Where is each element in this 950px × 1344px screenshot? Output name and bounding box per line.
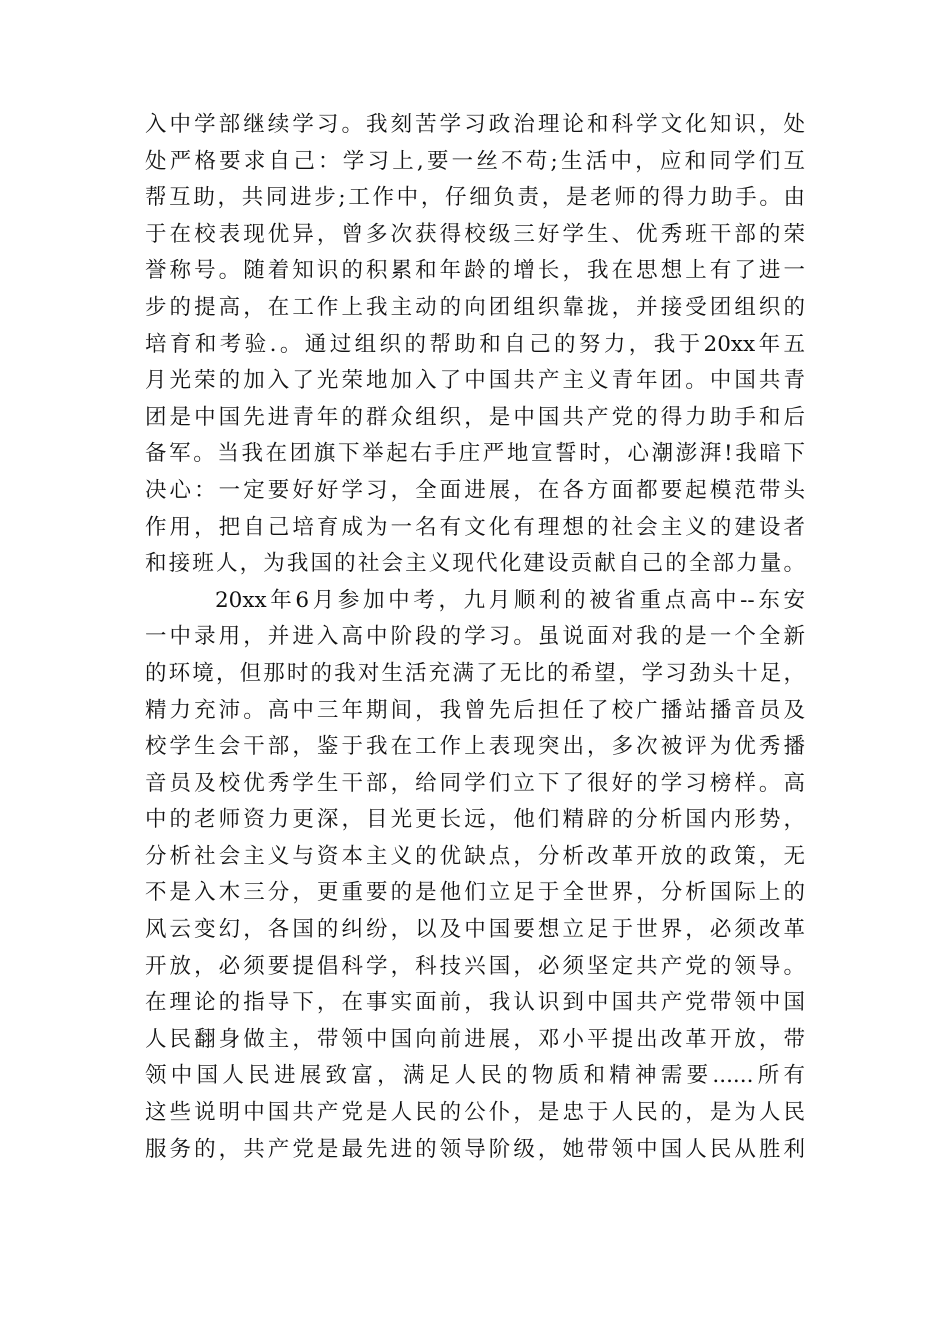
text-line: 开放，必须要提倡科学，科技兴国，必须坚定共产党的领导。	[145, 953, 805, 979]
text-line: 音员及校优秀学生干部，给同学们立下了很好的学习榜样。高	[145, 770, 805, 796]
text-line: 不是入木三分，更重要的是他们立足于全世界，分析国际上的	[145, 880, 805, 906]
text-line: 于在校表现优异，曾多次获得校级三好学生、优秀班干部的荣	[145, 221, 805, 247]
text-line: 决心：一定要好好学习，全面进展，在各方面都要起模范带头	[145, 477, 805, 503]
text-line: 服务的，共产党是最先进的领导阶级，她带领中国人民从胜利	[145, 1136, 805, 1162]
text-line: 20xx年6月参加中考，九月顺利的被省重点高中--东安	[215, 587, 805, 613]
text-line: 作用，把自己培育成为一名有文化有理想的社会主义的建设者	[145, 514, 805, 540]
text-line: 月光荣的加入了光荣地加入了中国共产主义青年团。中国共青	[145, 368, 805, 394]
text-line: 团是中国先进青年的群众组织，是中国共产党的得力助手和后	[145, 404, 805, 430]
text-line: 处严格要求自己：学习上,要一丝不苟;生活中，应和同学们互	[145, 148, 805, 174]
paragraph	[145, 583, 805, 1169]
text-line: 帮互助，共同进步;工作中，仔细负责，是老师的得力助手。由	[145, 185, 805, 211]
text-line: 和接班人，为我国的社会主义现代化建设贡献自己的全部力量。	[145, 551, 805, 577]
text-line: 在理论的指导下，在事实面前，我认识到中国共产党带领中国	[145, 990, 805, 1016]
text-line: 这些说明中国共产党是人民的公仆，是忠于人民的，是为人民	[145, 1100, 805, 1126]
text-line: 的环境，但那时的我对生活充满了无比的希望，学习劲头十足，	[145, 660, 805, 686]
document-body	[145, 107, 805, 1168]
text-line: 人民翻身做主，带领中国向前进展，邓小平提出改革开放，带	[145, 1026, 805, 1052]
text-line: 培育和考验.。通过组织的帮助和自己的努力，我于20xx年五	[145, 331, 805, 357]
text-line: 校学生会干部，鉴于我在工作上表现突出，多次被评为优秀播	[145, 734, 805, 760]
text-line: 中的老师资力更深，目光更长远，他们精辟的分析国内形势，	[145, 807, 805, 833]
text-line: 备军。当我在团旗下举起右手庄严地宣誓时，心潮澎湃!我暗下	[145, 441, 805, 467]
text-line: 誉称号。随着知识的积累和年龄的增长，我在思想上有了进一	[145, 258, 805, 284]
text-line: 精力充沛。高中三年期间，我曾先后担任了校广播站播音员及	[145, 697, 805, 723]
text-line: 一中录用，并进入高中阶段的学习。虽说面对我的是一个全新	[145, 624, 805, 650]
paragraph	[145, 107, 805, 583]
text-line: 步的提高，在工作上我主动的向团组织靠拢，并接受团组织的	[145, 294, 805, 320]
text-line: 风云变幻，各国的纠纷，以及中国要想立足于世界，必须改革	[145, 917, 805, 943]
text-line: 领中国人民进展致富，满足人民的物质和精神需要......所有	[145, 1063, 805, 1089]
text-line: 分析社会主义与资本主义的优缺点，分析改革开放的政策，无	[145, 843, 805, 869]
text-line: 入中学部继续学习。我刻苦学习政治理论和科学文化知识，处	[145, 112, 805, 137]
